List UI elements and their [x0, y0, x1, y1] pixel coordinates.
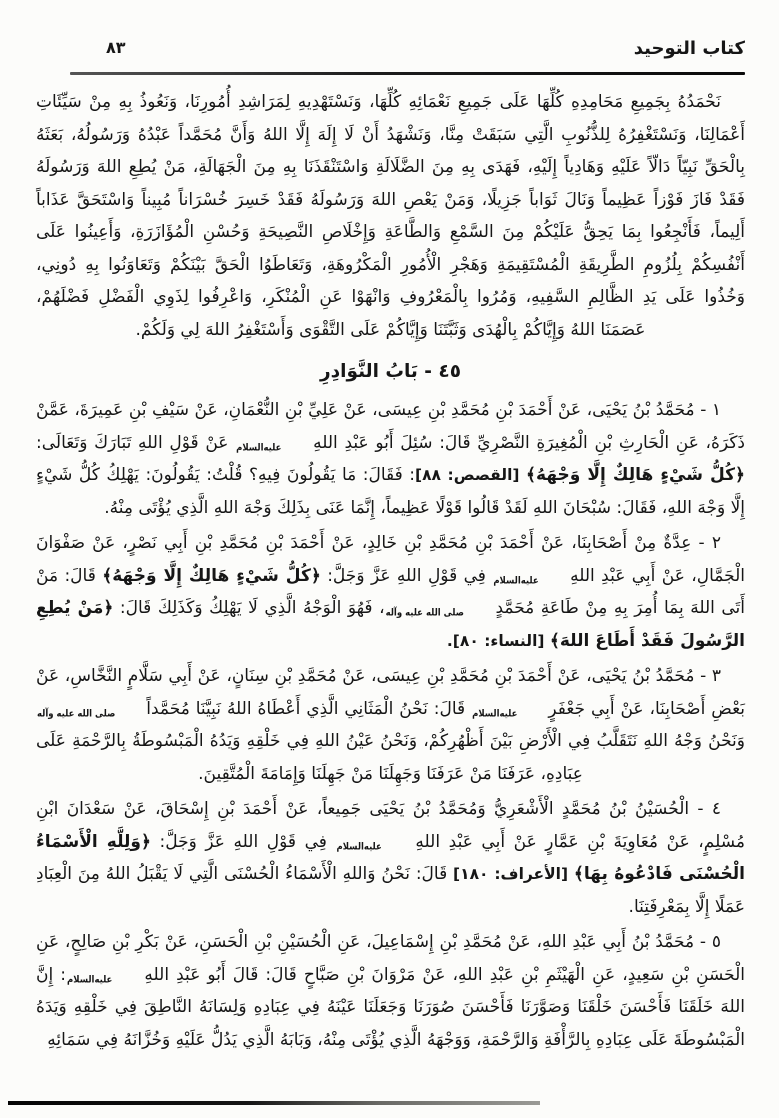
verse-reference: [الأعراف: ١٨٠] — [453, 865, 574, 883]
quran-verse: ﴿كُلُّ شَيْءٍ هَالِكٌ إِلَّا وَجْهَهُ﴾ — [526, 465, 745, 485]
footnote-separator-rule — [8, 1101, 540, 1105]
quran-verse: ﴿كُلُّ شَيْءٍ هَالِكٌ إِلَّا وَجْهَهُ﴾ — [102, 565, 321, 586]
book-title: كتاب التوحيد — [633, 38, 745, 59]
page-header — [70, 34, 745, 68]
hadith-text: ٤ - الْحُسَيْنُ بْنُ مُحَمَّدٍ الْأَشْعَرِيُّ وَمُحَمَّدُ بْنُ يَحْيَى جَمِيعاً، عَنْ أَحْمَدَ بْنِ إِسْحَاقَ، عَنْ سَعْدَانَ ابْنِ مُسْلِمٍ، عَنْ مُعَاوِيَةَ بْنِ عَمَّارٍ عَنْ أَبِي عَبْدِ اللهِ — [36, 799, 745, 852]
hadith-text: قَالَ: نَحْنُ الْمَثَانِي الَّذِي أَعْطَاهُ اللهُ نَبِيَّنَا مُحَمَّداً — [140, 698, 472, 719]
hadith-2-paragraph — [36, 527, 745, 657]
quran-verse: ﴿مَنْ يُطِعِ الرَّسُولَ فَقَدْ أَطَاعَ اللهَ﴾ — [36, 598, 745, 651]
verse-reference: [النساء: ٨٠]. — [446, 631, 550, 650]
hadith-text: فِي قَوْلِ اللهِ عَزَّ وَجَلَّ: — [150, 831, 336, 852]
verse-reference: [القصص: ٨٨] — [415, 466, 527, 484]
hadith-text: عَنْ قَوْلِ اللهِ تَبَارَكَ وَتَعَالَى: — [36, 432, 236, 453]
hadith-4-paragraph — [36, 793, 745, 923]
honorific-mark: صلى الله عليه وآله — [385, 607, 464, 619]
honorific-mark: عليه‌السلام — [67, 973, 113, 986]
page-content — [36, 86, 745, 1059]
hadith-text: : إِنَّ اللهَ خَلَقَنَا فَأَحْسَنَ خَلْقَنَا وَصَوَّرَنَا فَأَحْسَنَ صُوَرَنَا وَجَعَلَنَا عَيْنَهُ فِي عِبَادِهِ وَلِسَانَهُ النَّاطِقَ فِي خَلْقِهِ وَيَدَهُ الْمَبْسُوطَةَ عَلَى عِبَادِهِ بِالرَّأْفَةِ وَالرَّحْمَةِ، وَوَجْهَهُ الَّذِي يُؤْتَى مِنْهُ، وَبَابَهُ الَّذِي يَدُلُّ عَلَيْهِ وَخُزَّانَهُ فِي سَمَائِهِ — [36, 964, 745, 1050]
honorific-mark: عليه‌السلام — [336, 840, 382, 853]
hadith-text: ٣ - مُحَمَّدُ بْنُ يَحْيَى، عَنْ أَحْمَدَ بْنِ مُحَمَّدِ بْنِ عِيسَى، عَنْ مُحَمَّدِ بْنِ سِنَانٍ، عَنْ أَبِي سَلَّامٍ النَّخَّاسِ، عَنْ بَعْضِ أَصْحَابِنَا، عَنْ أَبِي جَعْفَرٍ — [36, 666, 746, 719]
honorific-mark: صلى الله عليه وآله — [37, 707, 116, 720]
hadith-text: ٥ - مُحَمَّدُ بْنُ أَبِي عَبْدِ اللهِ، عَنْ مُحَمَّدِ بْنِ إِسْمَاعِيلَ، عَنِ الْحُسَيْنِ بْنِ الْحَسَنِ، عَنْ بَكْرِ بْنِ صَالِحٍ، عَنِ الْحَسَنِ بْنِ سَعِيدٍ، عَنِ الْهَيْثَمِ بْنِ عَبْدِ اللهِ، عَنْ مَرْوَانَ بْنِ صَبَّاحٍ قَالَ: قَالَ أَبُو عَبْدِ اللهِ — [36, 932, 746, 985]
page-number: ٨٣ — [106, 38, 126, 57]
hadith-text: وَنَحْنُ وَجْهُ اللهِ نَتَقَلَّبُ فِي الْأَرْضِ بَيْنَ أَظْهُرِكُمْ، وَنَحْنُ عَيْنُ اللهِ فِي خَلْقِهِ وَيَدُهُ الْمَبْسُوطَةُ بِالرَّحْمَةِ عَلَى عِبَادِهِ، عَرَفَنَا مَنْ عَرَفَنَا وَجَهِلَنَا مَنْ جَهِلَنَا وَإِمَامَةَ الْمُتَّقِينَ. — [36, 731, 745, 784]
honorific-mark: عليه‌السلام — [472, 707, 518, 720]
honorific-mark: عليه‌السلام — [236, 441, 282, 454]
hadith-3-paragraph — [36, 660, 745, 790]
hadith-text: نَحْمَدُهُ بِجَمِيعِ مَحَامِدِهِ كُلِّهَا عَلَى جَمِيعِ نَعْمَائِهِ كُلِّهَا، وَنَسْتَهْدِيهِ لِمَرَاشِدِ أُمُورِنَا، وَنَعُوذُ بِهِ مِنْ سَيِّئَاتِ أَعْمَالِنَا، وَنَسْتَغْفِرُهُ لِلذُّنُوبِ الَّتِي سَبَقَتْ مِنَّا، وَنَشْهَدُ أَنْ لَا إِلَهَ إِلَّا اللهُ وَأَنَّ مُحَمَّداً عَبْدُهُ وَرَسُولُهُ، بَعَثَهُ بِالْحَقِّ نَبِيّاً دَالّاً عَلَيْهِ وَهَادِياً إِلَيْهِ، فَهَدَى بِهِ مِنَ الضَّلَالَةِ وَاسْتَنْقَذَنَا بِهِ مِنَ الْجَهَالَةِ، مَنْ يُطِعِ اللهَ وَرَسُولَهُ فَقَدْ فَازَ فَوْزاً عَظِيماً وَنَالَ ثَوَاباً جَزِيلًا، وَمَنْ يَعْصِ اللهَ وَرَسُولَهُ فَقَدْ خَسِرَ خُسْرَاناً مُبِيناً وَاسْتَحَقَّ عَذَاباً أَلِيماً، فَأَنْجِعُوا بِمَا يَحِقُّ عَلَيْكُمْ مِنَ السَّمْعِ وَالطَّاعَةِ وَإِخْلَاصِ النَّصِيحَةِ وَحُسْنِ الْمُؤَازَرَةِ، وَأَعِينُوا عَلَى أَنْفُسِكُمْ بِلُزُومِ الطَّرِيقَةِ الْمُسْتَقِيمَةِ وَهَجْرِ الْأُمُورِ الْمَكْرُوهَةِ، وَتَعَاطَوُا الْحَقَّ بَيْنَكُمْ وَتَعَاوَنُوا بِهِ دُونِي، وَخُذُوا عَلَى يَدِ الظَّالِمِ السَّفِيهِ، وَمُرُوا بِالْمَعْرُوفِ وَانْهَوْا عَنِ الْمُنْكَرِ، وَاعْرِفُوا لِذَوِي الْفَضْلِ فَضْلَهُمْ، عَصَمَنَا اللهُ وَإِيَّاكُمْ بِالْهُدَى وَثَبَّتَنَا وَإِيَّاكُمْ عَلَى التَّقْوَى وَأَسْتَغْفِرُ اللهَ لِي وَلَكُمْ. — [36, 92, 745, 340]
hadith-text: : فَقَالَ: مَا يَقُولُونَ فِيهِ؟ قُلْتُ: يَقُولُونَ: يَهْلِكُ كُلُّ شَيْءٍ إِلَّا وَجْهَ اللهِ، فَقَالَ: سُبْحَانَ اللهِ لَقَدْ قَالُوا قَوْلًا عَظِيماً، إِنَّمَا عَنَى بِذَلِكَ وَجْهَ اللهِ الَّذِي يُؤْتَى مِنْهُ. — [36, 465, 745, 518]
hadith-text: قَالَ: مَنْ أَتَى اللهَ بِمَا أُمِرَ بِهِ مِنْ طَاعَةِ مُحَمَّدٍ — [36, 565, 746, 618]
khutba-intro-paragraph — [36, 86, 745, 346]
hadith-text: ١ - مُحَمَّدُ بْنُ يَحْيَى، عَنْ أَحْمَدَ بْنِ مُحَمَّدِ بْنِ عِيسَى، عَنْ عَلِيِّ بْنِ النُّعْمَانِ، عَنْ سَيْفِ بْنِ عَمِيرَةَ، عَمَّنْ ذَكَرَهُ، عَنِ الْحَارِثِ بْنِ الْمُغِيرَةِ النَّصْرِيِّ قَالَ: سُئِلَ أَبُو عَبْدِ اللهِ — [36, 400, 745, 453]
hadith-text: فِي قَوْلِ اللهِ عَزَّ وَجَلَّ: — [320, 565, 493, 586]
hadith-text: قَالَ: نَحْنُ وَاللهِ الْأَسْمَاءُ الْحُسْنَى الَّتِي لَا يَقْبَلُ اللهُ مِنَ الْعِبَادِ عَمَلًا إِلَّا بِمَعْرِفَتِنَا. — [36, 864, 745, 917]
header-divider-rule — [70, 72, 745, 75]
hadith-text: ٢ - عِدَّةٌ مِنْ أَصْحَابِنَا، عَنْ أَحْمَدَ بْنِ مُحَمَّدِ بْنِ خَالِدٍ، عَنْ أَحْمَدَ بْنِ مُحَمَّدِ بْنِ أَبِي نَصْرٍ، عَنْ صَفْوَانَ الْجَمَّالِ، عَنْ أَبِي عَبْدِ اللهِ — [36, 533, 746, 586]
quran-verse: ﴿وَلِلَّهِ الْأَسْمَاءُ الْحُسْنَى فَادْعُوهُ بِهَا﴾ — [36, 831, 745, 884]
chapter-heading: ٤٥ - بَابُ النَّوَادِرِ — [319, 361, 461, 382]
hadith-text: ، فَهُوَ الْوَجْهُ الَّذِي لَا يَهْلِكُ وَكَذَلِكَ قَالَ: — [113, 598, 385, 618]
hadith-5-paragraph — [36, 926, 745, 1056]
honorific-mark: عليه‌السلام — [493, 574, 539, 587]
hadith-1-paragraph — [36, 394, 745, 524]
